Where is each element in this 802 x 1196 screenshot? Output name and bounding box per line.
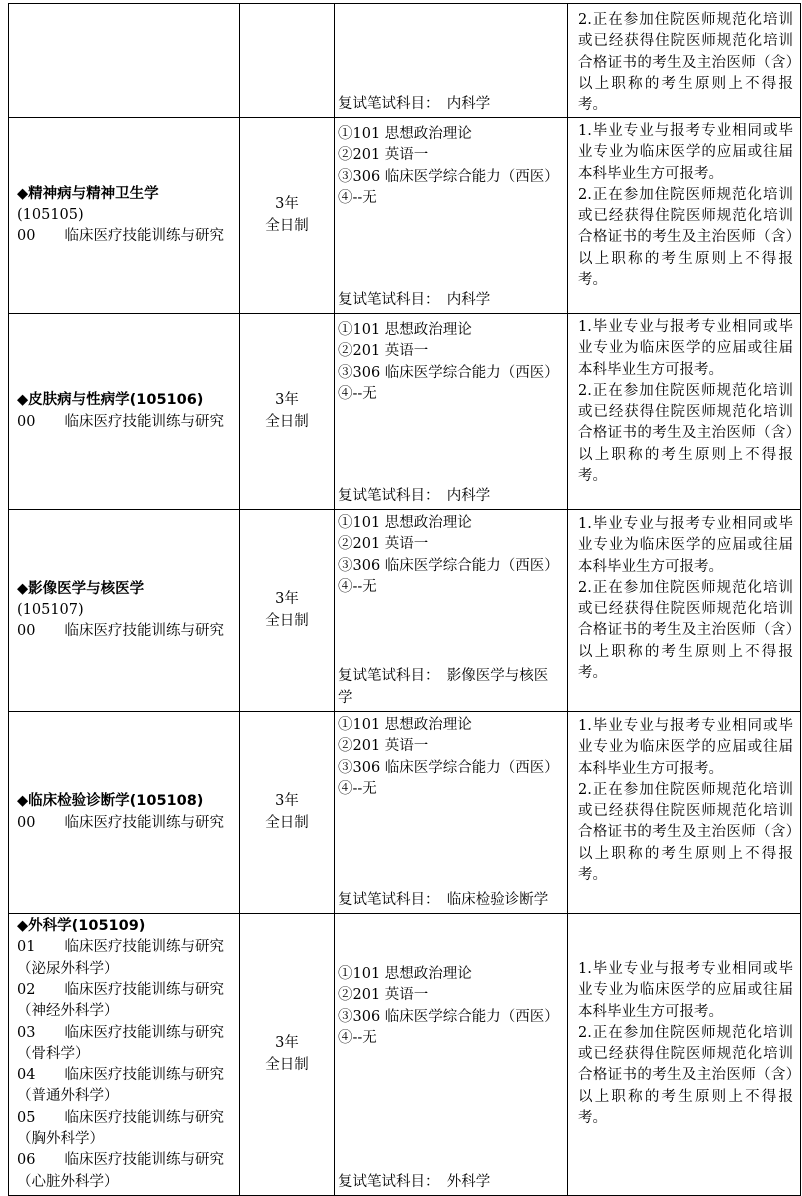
exam-subjects-cell: [335, 314, 568, 510]
major-cell: [9, 712, 240, 914]
exam-subjects-cell: [335, 4, 568, 118]
requirement-note: 2.正在参加住院医师规范化培训或已经获得住院医师规范化培训合格证书的考生及主治医师（含）以上职称的考生原则上不得报考。: [578, 781, 793, 884]
exam-subject: ①101 思想政治理论: [338, 126, 472, 142]
retest-subject: 复试笔试科目： 外科学: [338, 1173, 491, 1190]
requirement-note: 1.毕业专业与报考专业相同或毕业专业为临床医学的应届或往届本科毕业生方可报考。: [578, 961, 793, 1020]
major-name: ◆精神病与精神卫生学: [17, 185, 159, 202]
requirements-cell: [568, 314, 801, 510]
major-cell: [9, 914, 240, 1196]
study-mode: 全日制: [265, 413, 309, 430]
research-direction: 02 临床医疗技能训练与研究（神经外科学）: [17, 981, 224, 1020]
duration-cell: [240, 510, 335, 712]
duration-years: 3年: [275, 196, 299, 213]
exam-subject: ②201 英语一: [338, 147, 429, 164]
research-direction: 06 临床医疗技能训练与研究（心脏外科学）: [17, 1152, 224, 1190]
exam-subject: ②201 英语一: [338, 738, 429, 755]
research-direction: 03 临床医疗技能训练与研究（骨科学）: [17, 1024, 224, 1062]
exam-subject: ④--无: [338, 385, 377, 402]
major-name: ◆临床检验诊断学(105108): [17, 793, 204, 810]
research-direction: 00 临床医疗技能训练与研究: [17, 228, 224, 245]
requirement-note: 1.毕业专业与报考专业相同或毕业专业为临床医学的应届或往届本科毕业生方可报考。: [578, 718, 793, 777]
retest-subject: 复试笔试科目： 内科学: [338, 291, 491, 308]
requirement-note: 1.毕业专业与报考专业相同或毕业专业为临床医学的应届或往届本科毕业生方可报考。: [578, 516, 793, 575]
exam-subjects-cell: [335, 118, 568, 314]
exam-subject: ④--无: [338, 780, 377, 797]
duration-cell: [240, 914, 335, 1196]
exam-subject: ①101 思想政治理论: [338, 966, 472, 982]
table-row: [9, 314, 801, 510]
exam-subjects-cell: [335, 510, 568, 712]
requirement-note: 1.毕业专业与报考专业相同或毕业专业为临床医学的应届或往届本科毕业生方可报考。: [578, 319, 793, 378]
requirements-cell: [568, 118, 801, 314]
major-code: (105105): [17, 206, 84, 223]
requirement-note: 2.正在参加住院医师规范化培训或已经获得住院医师规范化培训合格证书的考生及主治医师（含）以上职称的考生原则上不得报考。: [578, 186, 793, 289]
exam-subject: ③306 临床医学综合能力（西医）: [338, 1008, 559, 1025]
retest-subject: 复试笔试科目： 影像医学与核医学: [338, 668, 549, 706]
exam-subject: ②201 英语一: [338, 536, 429, 553]
requirements-cell: [568, 712, 801, 914]
research-direction: 00 临床医疗技能训练与研究: [17, 413, 224, 430]
requirement-note: 2.正在参加住院医师规范化培训或已经获得住院医师规范化培训合格证书的考生及主治医师（含）以上职称的考生原则上不得报考。: [578, 1024, 793, 1127]
admissions-table-body: [9, 4, 801, 1196]
study-mode: 全日制: [265, 612, 309, 629]
requirement-note: 1.毕业专业与报考专业相同或毕业专业为临床医学的应届或往届本科毕业生方可报考。: [578, 123, 793, 182]
major-cell: [9, 510, 240, 712]
requirement-note: 2.正在参加住院医师规范化培训或已经获得住院医师规范化培训合格证书的考生及主治医师（含）以上职称的考生原则上不得报考。: [578, 12, 793, 114]
requirements-cell: [568, 914, 801, 1196]
table-row: [9, 712, 801, 914]
study-mode: 全日制: [265, 814, 309, 831]
exam-subject: ④--无: [338, 578, 377, 595]
exam-subject: ①101 思想政治理论: [338, 515, 472, 531]
exam-subject: ④--无: [338, 1029, 377, 1046]
study-mode: 全日制: [265, 1056, 309, 1073]
duration-cell: [240, 712, 335, 914]
duration-years: 3年: [275, 793, 299, 810]
research-direction: 00 临床医疗技能训练与研究: [17, 814, 224, 831]
major-name: ◆影像医学与核医学: [17, 580, 145, 597]
major-cell: [9, 118, 240, 314]
duration-years: 3年: [275, 591, 299, 608]
table-row: [9, 118, 801, 314]
table-row: [9, 914, 801, 1196]
duration-years: 3年: [275, 392, 299, 409]
exam-subject: ③306 临床医学综合能力（西医）: [338, 759, 559, 776]
retest-subject: 复试笔试科目： 临床检验诊断学: [338, 891, 549, 908]
major-cell: [9, 4, 240, 118]
requirements-cell: [568, 510, 801, 712]
major-name: ◆外科学(105109): [17, 918, 146, 935]
retest-subject: 复试笔试科目： 内科学: [338, 95, 491, 112]
research-direction: 00 临床医疗技能训练与研究: [17, 623, 224, 640]
admissions-table: [8, 3, 801, 1196]
research-direction: 01 临床医疗技能训练与研究（泌尿外科学）: [17, 939, 224, 977]
exam-subjects-cell: [335, 712, 568, 914]
research-direction: 04 临床医疗技能训练与研究（普通外科学）: [17, 1067, 224, 1105]
exam-subject: ③306 临床医学综合能力（西医）: [338, 168, 559, 185]
requirements-cell: [568, 4, 801, 118]
requirement-note: 2.正在参加住院医师规范化培训或已经获得住院医师规范化培训合格证书的考生及主治医师（含）以上职称的考生原则上不得报考。: [578, 382, 793, 485]
research-direction: 05 临床医疗技能训练与研究（胸外科学）: [17, 1109, 224, 1148]
exam-subject: ②201 英语一: [338, 343, 429, 360]
major-name: ◆皮肤病与性病学(105106): [17, 392, 204, 409]
duration-cell: [240, 118, 335, 314]
table-row: [9, 4, 801, 118]
exam-subject: ①101 思想政治理论: [338, 717, 472, 733]
retest-subject: 复试笔试科目： 内科学: [338, 487, 491, 504]
exam-subject: ②201 英语一: [338, 987, 429, 1004]
duration-cell: [240, 314, 335, 510]
duration-cell: [240, 4, 335, 118]
exam-subject: ③306 临床医学综合能力（西医）: [338, 557, 559, 574]
exam-subject: ③306 临床医学综合能力（西医）: [338, 364, 559, 381]
table-row: [9, 510, 801, 712]
exam-subject: ①101 思想政治理论: [338, 322, 472, 338]
major-cell: [9, 314, 240, 510]
duration-years: 3年: [275, 1035, 299, 1052]
exam-subject: ④--无: [338, 189, 377, 206]
exam-subjects-cell: [335, 914, 568, 1196]
major-code: (105107): [17, 601, 84, 618]
study-mode: 全日制: [265, 217, 309, 234]
requirement-note: 2.正在参加住院医师规范化培训或已经获得住院医师规范化培训合格证书的考生及主治医师（含）以上职称的考生原则上不得报考。: [578, 579, 793, 682]
